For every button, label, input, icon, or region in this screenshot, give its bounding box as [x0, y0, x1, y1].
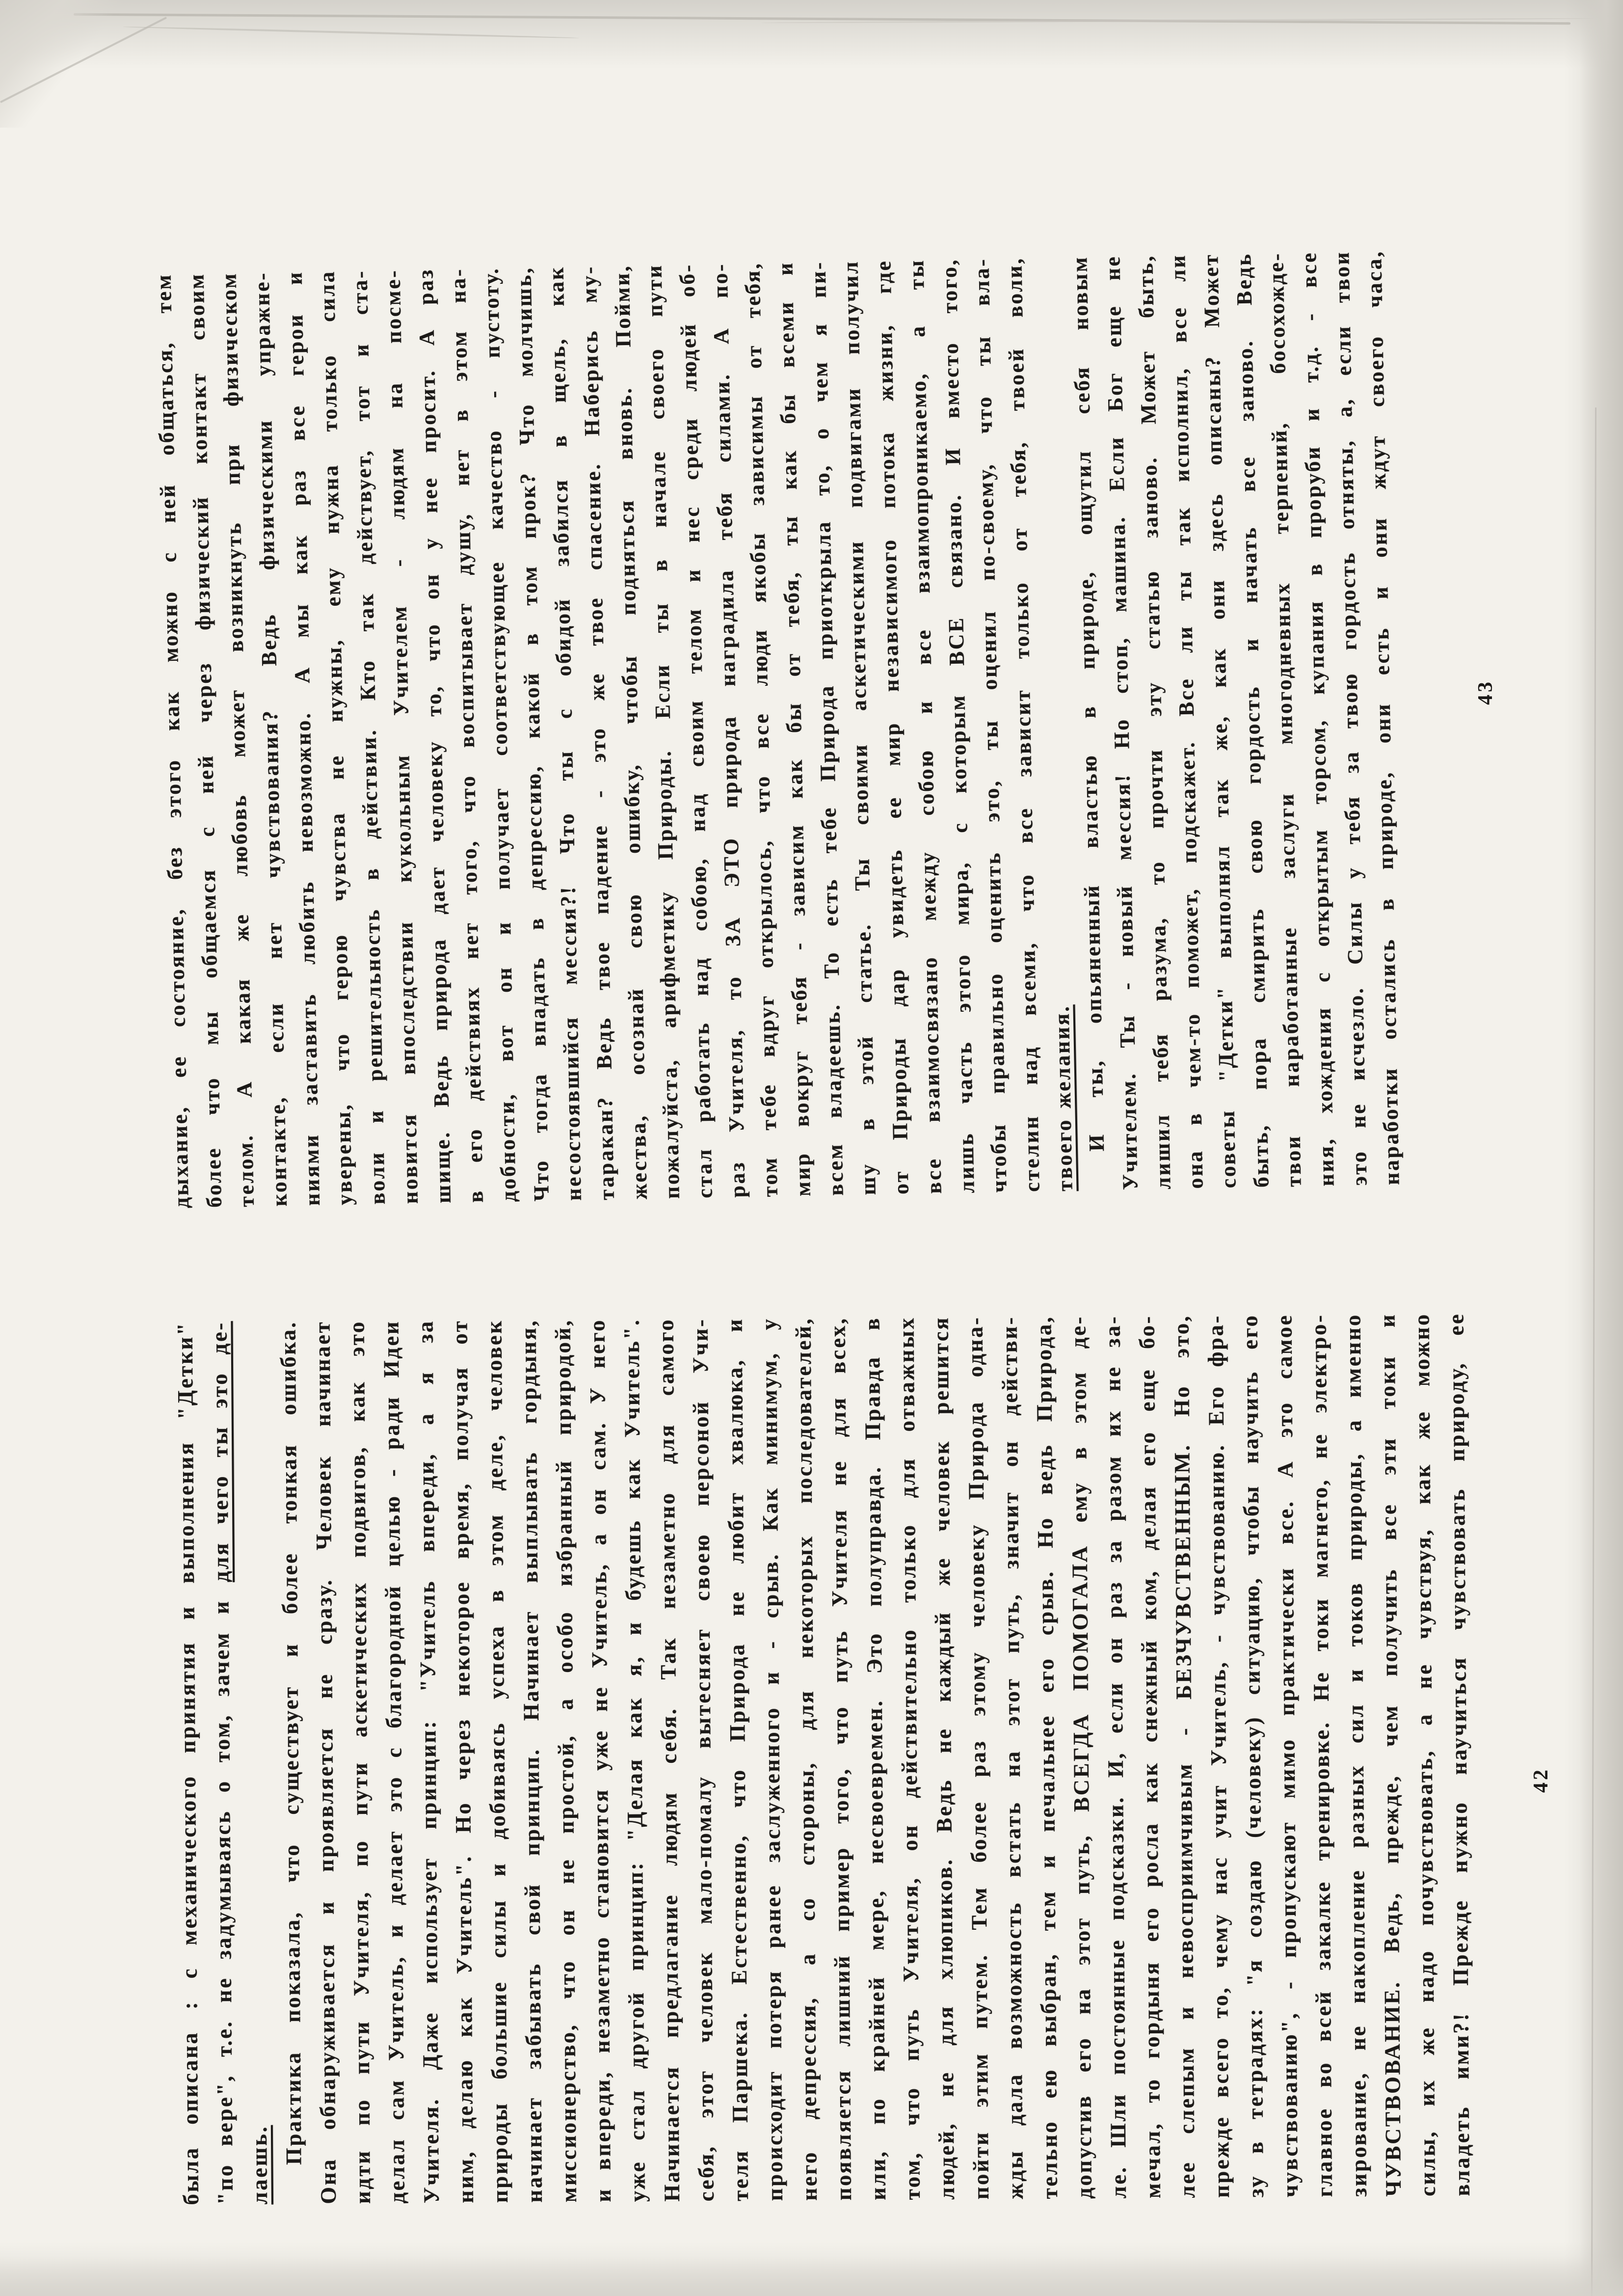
- text-line: чувствованию", - пропускают мимо практически все. А это самое: [1272, 1313, 1303, 2198]
- text-line: "по вере", т.е. не задумываясь о том, зачем и для чего ты это де-: [207, 1321, 238, 2205]
- text-line: уже стал другой принцип: "Делая как я, и будешь как Учитель".: [619, 1318, 650, 2202]
- text-line: Начинается предлагание людям себя. Так незаметно для самого: [653, 1318, 684, 2202]
- underlined-text: лаешь.: [246, 2125, 272, 2205]
- text-line: [236, 1321, 277, 2205]
- text-line: себя, этот человек мало-помалу вытесняет своею персоной Учи-: [688, 1318, 718, 2202]
- text-line: она в чем-то поможет, подскажет. Все ли ты так исполнил, все ли: [1166, 253, 1208, 1189]
- text-line: силы, их же надо почувствовать, а не чувствуя, как же можно: [1409, 1313, 1440, 2197]
- underlined-text: твоего желания.: [1049, 1004, 1077, 1192]
- scan-right-edge-shade: [1579, 0, 1623, 2296]
- text-line: или, по крайней мере, несвоевремен. Это полуправда. Правда в: [859, 1316, 890, 2201]
- text-line: происходит потеря ранее заслуженного и - срыв. Как минимум, у: [756, 1317, 787, 2201]
- text-line: жества, осознай свою ошибку, чтобы подняться вновь. Пойми,: [609, 264, 652, 1200]
- text-line: лишил тебя разума, то прочти эту статью заново. Может быть,: [1133, 254, 1175, 1190]
- text-line: Она обнаруживается и проявляется не сразу. Человек начинает: [310, 1320, 341, 2204]
- text-line: зу в тетрадях: "я создаю (человеку) ситуацию, чтобы научить его: [1237, 1314, 1268, 2198]
- text-line: начинает забывать свой принцип. Начинает выплывать гордыня,: [516, 1319, 547, 2203]
- text-line: лее слепым и невосприимчивым - БЕЗЧУВСТВЕННЫМ. Но это,: [1169, 1314, 1199, 2198]
- text-line: лишь часть этого мира, с которым ВСЕ связано. И вместо того,: [936, 258, 979, 1194]
- text-line: воли и решительность в действии. Кто так действует, тот и ста-: [347, 269, 390, 1205]
- text-line: новится впоследствии кукольным Учителем - людям на посме-: [380, 269, 423, 1204]
- page-number-42: 42: [1530, 1767, 1552, 1793]
- text-line: Что тогда впадать в депрессию, какой в том прок? Что молчишь,: [511, 266, 554, 1202]
- text-line: раз Учителя, то ЗА ЭТО природа наградила тебя силами. А по-: [707, 262, 750, 1198]
- text-line: твои наработанные заслуги многодневных терпений, босохожде-: [1264, 251, 1306, 1188]
- text-line: ним, делаю как Учитель". Но через некоторое время, получая от: [447, 1319, 478, 2204]
- text-line: том тебе вдруг открылось, что все люди якобы зависимы от тебя,: [740, 262, 783, 1197]
- text-line: теля Паршека. Естественно, что Природа не любит хвалюка, и: [722, 1317, 753, 2202]
- text-line: все взаимосвязано между собою и все взаимопроникаемо, а ты: [904, 258, 946, 1194]
- text-line: мир вокруг тебя - зависим как бы от тебя, ты как бы всеми и: [773, 261, 815, 1197]
- text-line: была описана : с механического принятия и выполнения "Детки": [172, 1321, 203, 2205]
- text-line: шище. Ведь природа дает человеку то, что он у нее просит. А раз: [413, 268, 455, 1204]
- text-line: И ты, опьяненный властью в природе, ощутил себя новым: [1067, 255, 1109, 1152]
- text-line: допустив его на этот путь, ВСЕГДА ПОМОГАЛА ему в этом де-: [1065, 1315, 1096, 2199]
- text-line: ле. Шли постоянные подсказки. И, если он раз за разом их не за-: [1100, 1315, 1131, 2199]
- text-line: том, что путь Учителя, он действительно только для отважных: [894, 1316, 925, 2200]
- text-line: стал работать над собою, над своим телом и нес среди людей об-: [675, 263, 717, 1199]
- text-line: жды дала возможность встать на этот путь, значит он действи-: [997, 1315, 1028, 2200]
- text-line: людей, не для хлюпиков. Ведь не каждый же человек решится: [928, 1316, 959, 2200]
- text-line: шу в этой статье. Ты своими аскетическими подвигами получил: [838, 260, 881, 1195]
- text-line: дыхание, ее состояние, без этого как можно с ней общаться, тем: [151, 273, 193, 1209]
- text-line: мечал, то гордыня его росла как снежный ком, делая его еще бо-: [1134, 1314, 1165, 2199]
- text-line: контакте, если нет чувствования? Ведь физическими упражне-: [249, 271, 292, 1207]
- underlined-text: для чего ты это де-: [207, 1321, 234, 1583]
- text-line: несостоявшийся мессия?! Что ты с обидой забился в щель, как: [544, 265, 586, 1201]
- text-line: пойти этим путем. Тем более раз этому человеку Природа одна-: [962, 1316, 993, 2200]
- text-line: стелин над всеми, что все зависит только от тебя, твоей воли,: [1002, 256, 1044, 1192]
- text-line: прежде всего то, чему нас учит Учитель, - чувствованию. Его фра-: [1203, 1314, 1234, 2198]
- text-line: делал сам Учитель, и делает это с благородной целью - ради Идеи: [378, 1320, 409, 2204]
- text-line: чтобы правильно оценить это, ты оценил по-своему, что ты вла-: [969, 257, 1011, 1193]
- text-line: Практика показала, что существует и более тонкая ошибка.: [275, 1321, 306, 2165]
- text-line: всем владеешь. То есть тебе Природа приоткрыла то, о чем я пи-: [805, 260, 848, 1196]
- text-line: тельно ею выбран, тем и печальнее его срыв. Но ведь Природа,: [1031, 1315, 1062, 2199]
- text-line: Учителя. Даже использует принцип: "Учитель впереди, а я за: [413, 1320, 444, 2204]
- text-line: пожалуйста, арифметику Природы. Если ты в начале своего пути: [642, 264, 685, 1199]
- text-line: телом. А какая же любовь может возникнуть при физическом: [216, 271, 259, 1208]
- text-line: ниями заставить любить невозможно. А мы как раз все герои и: [282, 270, 324, 1206]
- text-line: зирование, не накопление разных сил и токов природы, а именно: [1340, 1313, 1371, 2197]
- text-line: и впереди, незаметно становится уже не Учитель, а он сам. У него: [585, 1318, 615, 2203]
- scan-bottom-shade: [0, 2256, 1623, 2296]
- text-line: главное во всей закалке тренировке. Не токи магнето, не электро-: [1306, 1313, 1337, 2197]
- text-line: Учителем. Ты - новый мессия! Но стоп, машина. Если Бог еще не: [1100, 255, 1143, 1190]
- text-line: владеть ими?! Прежде нужно научиться чувствовать природу, ее: [1443, 1312, 1474, 2196]
- text-line: добности, вот он и получает соответствующее качество - пустоту.: [479, 267, 521, 1203]
- text-line: от Природы дар увидеть ее мир независимого потока жизни, где: [871, 259, 913, 1195]
- text-line: более что мы общаемся с ней через физический контакт своим: [184, 272, 226, 1208]
- text-line: ЧУВСТВОВАНИЕ. Ведь, прежде, чем получить все эти токи и: [1375, 1313, 1406, 2197]
- folded-corner-shade: [0, 0, 157, 128]
- text-line: появляется лишний пример того, что путь Учителя не для всех,: [825, 1317, 856, 2201]
- text-line: наработки остались в природе, они есть и они ждут своего часа,: [1362, 249, 1404, 1186]
- text-line: природы большие силы и добиваясь успеха в этом деле, человек: [481, 1319, 512, 2203]
- text-line: советы "Детки" выполнял так же, как они здесь описаны? Может: [1198, 253, 1241, 1189]
- text-line: идти по пути Учителя, по пути аскетических подвигов, как это: [344, 1320, 375, 2204]
- text-line: это не исчезло. Силы у тебя за твою гордость отняты, а, если твои: [1329, 250, 1372, 1186]
- text-line: уверены, что герою чувства не нужны, ему нужна только сила: [315, 270, 357, 1206]
- text-line: миссионерство, что он не простой, а особо избранный природой,: [550, 1319, 581, 2203]
- text-line: быть, пора смирить свою гордость и начать все заново. Ведь: [1231, 252, 1274, 1188]
- page-43-text-block: [147, 250, 1409, 1209]
- page-42-text-block: [167, 1312, 1479, 2205]
- text-line: него депрессия, а со стороны, для некоторых последователей,: [791, 1317, 822, 2201]
- page-curl-edge: [123, 26, 579, 39]
- text-line: ния, хождения с открытым торсом, купания в проруби и т.д. - все: [1297, 251, 1339, 1187]
- text-line: в его действиях нет того, что воспитывает душу, нет в этом на-: [446, 267, 488, 1203]
- text-line: таракан? Ведь твое падение - это же твое спасение. Наберись му-: [577, 265, 619, 1201]
- page-number-43: 43: [1474, 679, 1497, 705]
